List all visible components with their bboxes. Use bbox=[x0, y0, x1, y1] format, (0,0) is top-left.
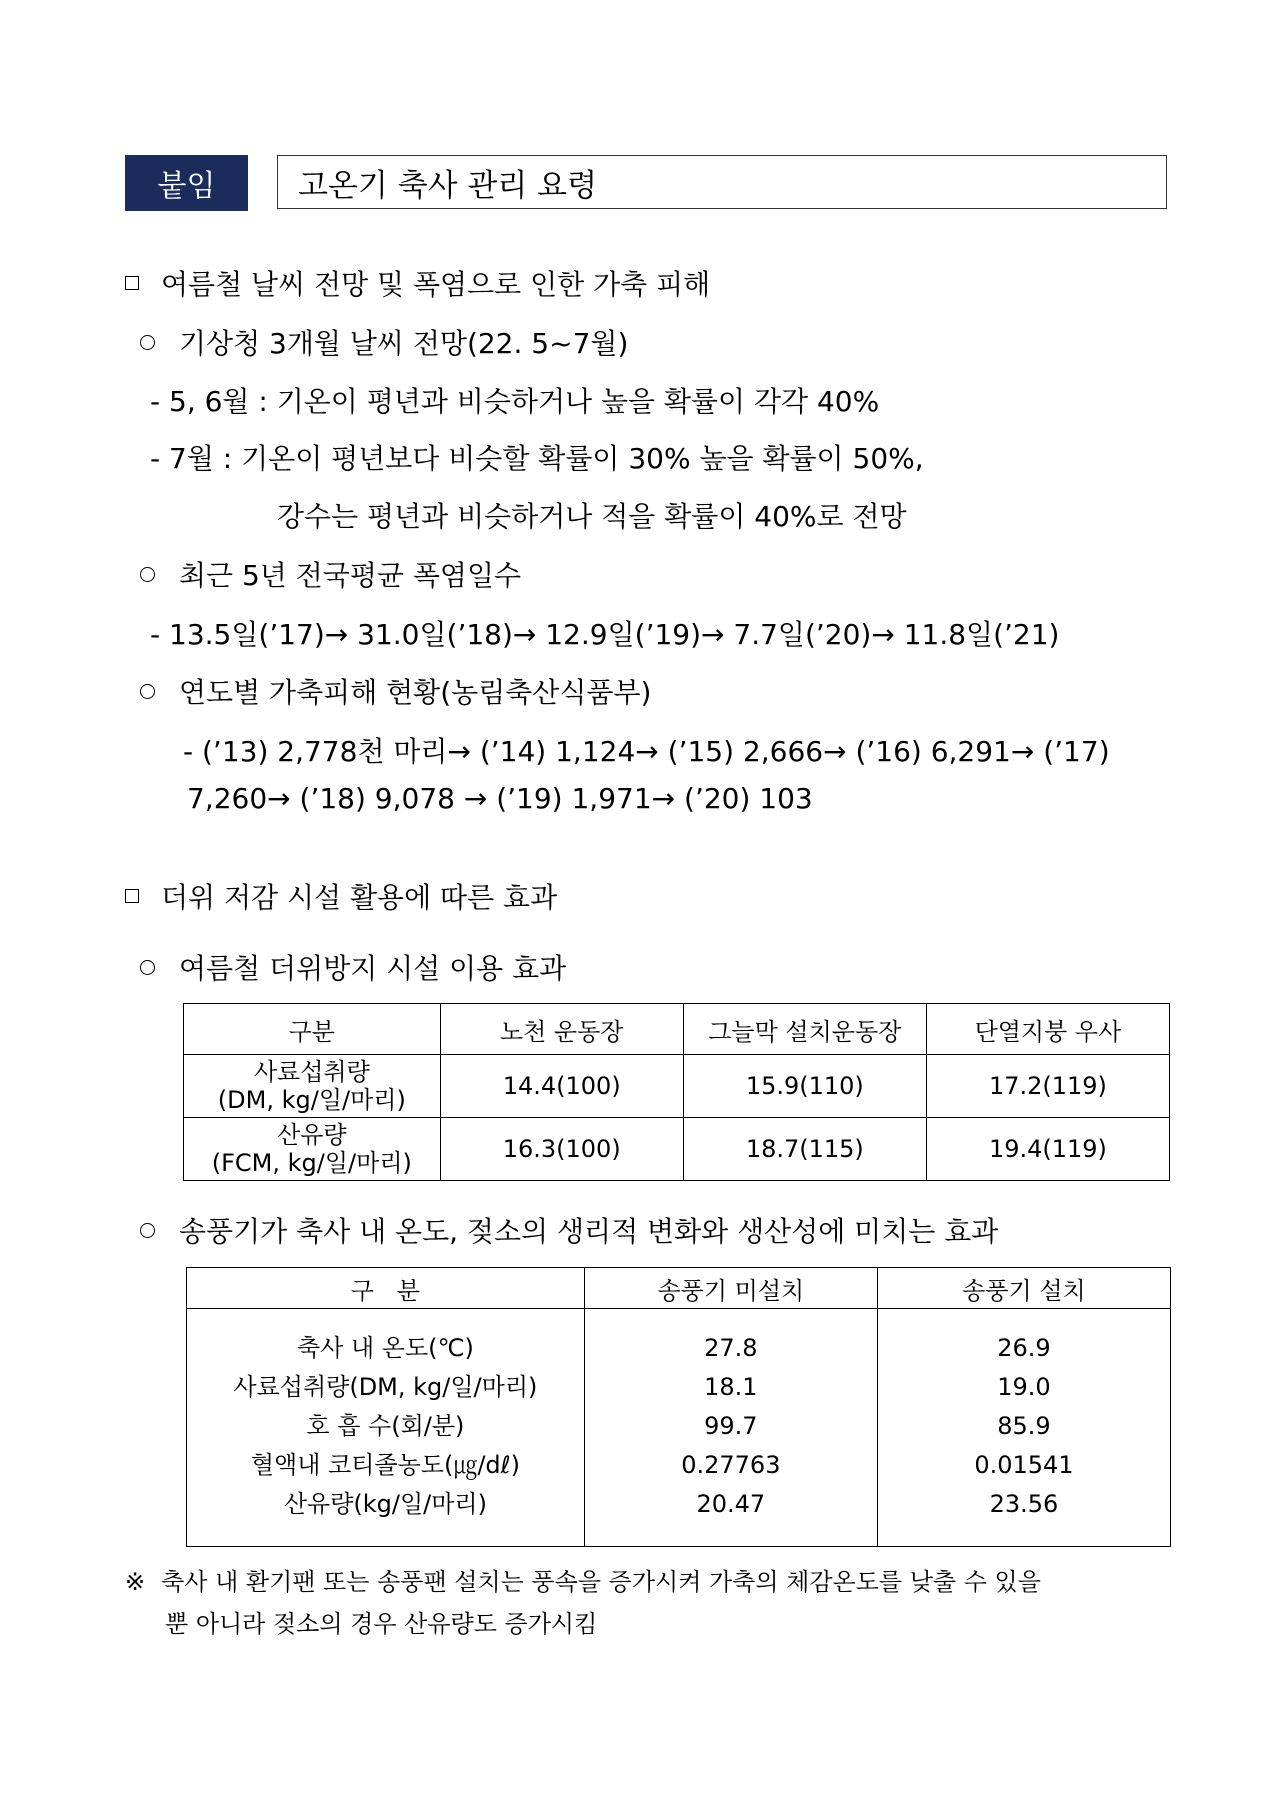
table-cell: 19.0 bbox=[997, 1373, 1051, 1401]
fan-effect-table bbox=[186, 1267, 1171, 1547]
table-header-cell: 구 분 bbox=[187, 1268, 585, 1309]
bullet-livestock-damage: 연도별 가축피해 현황(농림축산식품부) bbox=[140, 675, 651, 711]
section2-heading: 더위 저감 시설 활용에 따른 효과 bbox=[125, 880, 557, 916]
row-label: 혈액내 코티졸농도(㎍/dℓ) bbox=[250, 1451, 520, 1479]
circle-bullet-icon bbox=[140, 684, 155, 699]
table-cell: 14.4(100) bbox=[440, 1055, 683, 1118]
table-header-cell: 송풍기 설치 bbox=[877, 1268, 1170, 1309]
table-cell: 17.2(119) bbox=[926, 1055, 1169, 1118]
row-label: 산유량 (FCM, kg/일/마리) bbox=[184, 1118, 441, 1181]
circle-bullet-icon bbox=[140, 567, 155, 582]
table-header-cell: 노천 운동장 bbox=[440, 1004, 683, 1055]
table-cell: 0.27763 bbox=[681, 1451, 781, 1479]
forecast-july: - 7월 : 기온이 평년보다 비슷할 확률이 30% 높을 확률이 50%, bbox=[150, 442, 924, 475]
table-cell: 23.56 bbox=[989, 1490, 1059, 1518]
square-bullet-icon bbox=[125, 276, 139, 290]
row-label: 호 흡 수(회/분) bbox=[306, 1412, 465, 1440]
row-label: 사료섭취량(DM, kg/일/마리) bbox=[233, 1373, 538, 1401]
circle-bullet-icon bbox=[140, 1223, 155, 1238]
livestock-damage-line1: - (’13) 2,778천 마리→ (’14) 1,124→ (’15) 2,666→ (’16) 6,291→ (’17) bbox=[183, 735, 1110, 768]
row-label: 축사 내 온도(℃) bbox=[296, 1334, 474, 1362]
fan-values bbox=[877, 1309, 1170, 1547]
facility-effect-table bbox=[183, 1003, 1170, 1181]
bullet-forecast: 기상청 3개월 날씨 전망(22. 5~7월) bbox=[140, 326, 628, 362]
note-mark: ※ bbox=[125, 1568, 146, 1596]
section1-heading: 여름철 날씨 전망 및 폭염으로 인한 가축 피해 bbox=[125, 267, 710, 303]
table-row bbox=[184, 1055, 1170, 1118]
table-cell: 18.7(115) bbox=[683, 1118, 926, 1181]
bullet-fan-effect: 송풍기가 축사 내 온도, 젖소의 생리적 변화와 생산성에 미치는 효과 bbox=[140, 1214, 998, 1250]
table-cell: 18.1 bbox=[704, 1373, 758, 1401]
table-header-cell: 그늘막 설치운동장 bbox=[683, 1004, 926, 1055]
table-cell: 15.9(110) bbox=[683, 1055, 926, 1118]
row-labels bbox=[187, 1309, 585, 1547]
table-cell: 19.4(119) bbox=[926, 1118, 1169, 1181]
bullet-heatwave-days: 최근 5년 전국평균 폭염일수 bbox=[140, 558, 521, 594]
circle-bullet-icon bbox=[140, 335, 155, 350]
row-label: 사료섭취량 (DM, kg/일/마리) bbox=[184, 1055, 441, 1118]
document-title: 고온기 축사 관리 요령 bbox=[277, 155, 1167, 209]
table-cell: 27.8 bbox=[704, 1334, 758, 1362]
bullet-facility-effect: 여름철 더위방지 시설 이용 효과 bbox=[140, 951, 566, 987]
table-cell: 16.3(100) bbox=[440, 1118, 683, 1181]
table-header-cell: 단열지붕 우사 bbox=[926, 1004, 1169, 1055]
forecast-rain: 강수는 평년과 비슷하거나 적을 확률이 40%로 전망 bbox=[277, 500, 907, 533]
table-cell: 20.47 bbox=[696, 1490, 766, 1518]
table-header-cell: 구분 bbox=[184, 1004, 441, 1055]
note-line2: 뿐 아니라 젖소의 경우 산유량도 증가시킴 bbox=[165, 1610, 598, 1638]
table-body-row bbox=[187, 1309, 1171, 1547]
table-row bbox=[184, 1118, 1170, 1181]
no-fan-values bbox=[584, 1309, 877, 1547]
table-cell: 99.7 bbox=[704, 1412, 758, 1440]
table-header-row bbox=[184, 1004, 1170, 1055]
table-cell: 0.01541 bbox=[974, 1451, 1074, 1479]
table-cell: 85.9 bbox=[997, 1412, 1051, 1440]
heatwave-days-values: - 13.5일(’17)→ 31.0일(’18)→ 12.9일(’19)→ 7.7일(’20)→ 11.8일(’21) bbox=[150, 618, 1060, 651]
livestock-damage-line2: 7,260→ (’18) 9,078 → (’19) 1,971→ (’20) 103 bbox=[187, 782, 813, 815]
table-cell: 26.9 bbox=[997, 1334, 1051, 1362]
square-bullet-icon bbox=[125, 889, 139, 903]
table-header-cell: 송풍기 미설치 bbox=[584, 1268, 877, 1309]
table-header-row bbox=[187, 1268, 1171, 1309]
circle-bullet-icon bbox=[140, 960, 155, 975]
attachment-badge: 붙임 bbox=[125, 155, 248, 211]
row-label: 산유량(kg/일/마리) bbox=[283, 1490, 487, 1518]
note-line1: ※ 축사 내 환기팬 또는 송풍팬 설치는 풍속을 증가시켜 가축의 체감온도를 낮출 수 있을 bbox=[125, 1568, 1041, 1596]
forecast-may-june: - 5, 6월 : 기온이 평년과 비슷하거나 높을 확률이 각각 40% bbox=[150, 385, 880, 418]
